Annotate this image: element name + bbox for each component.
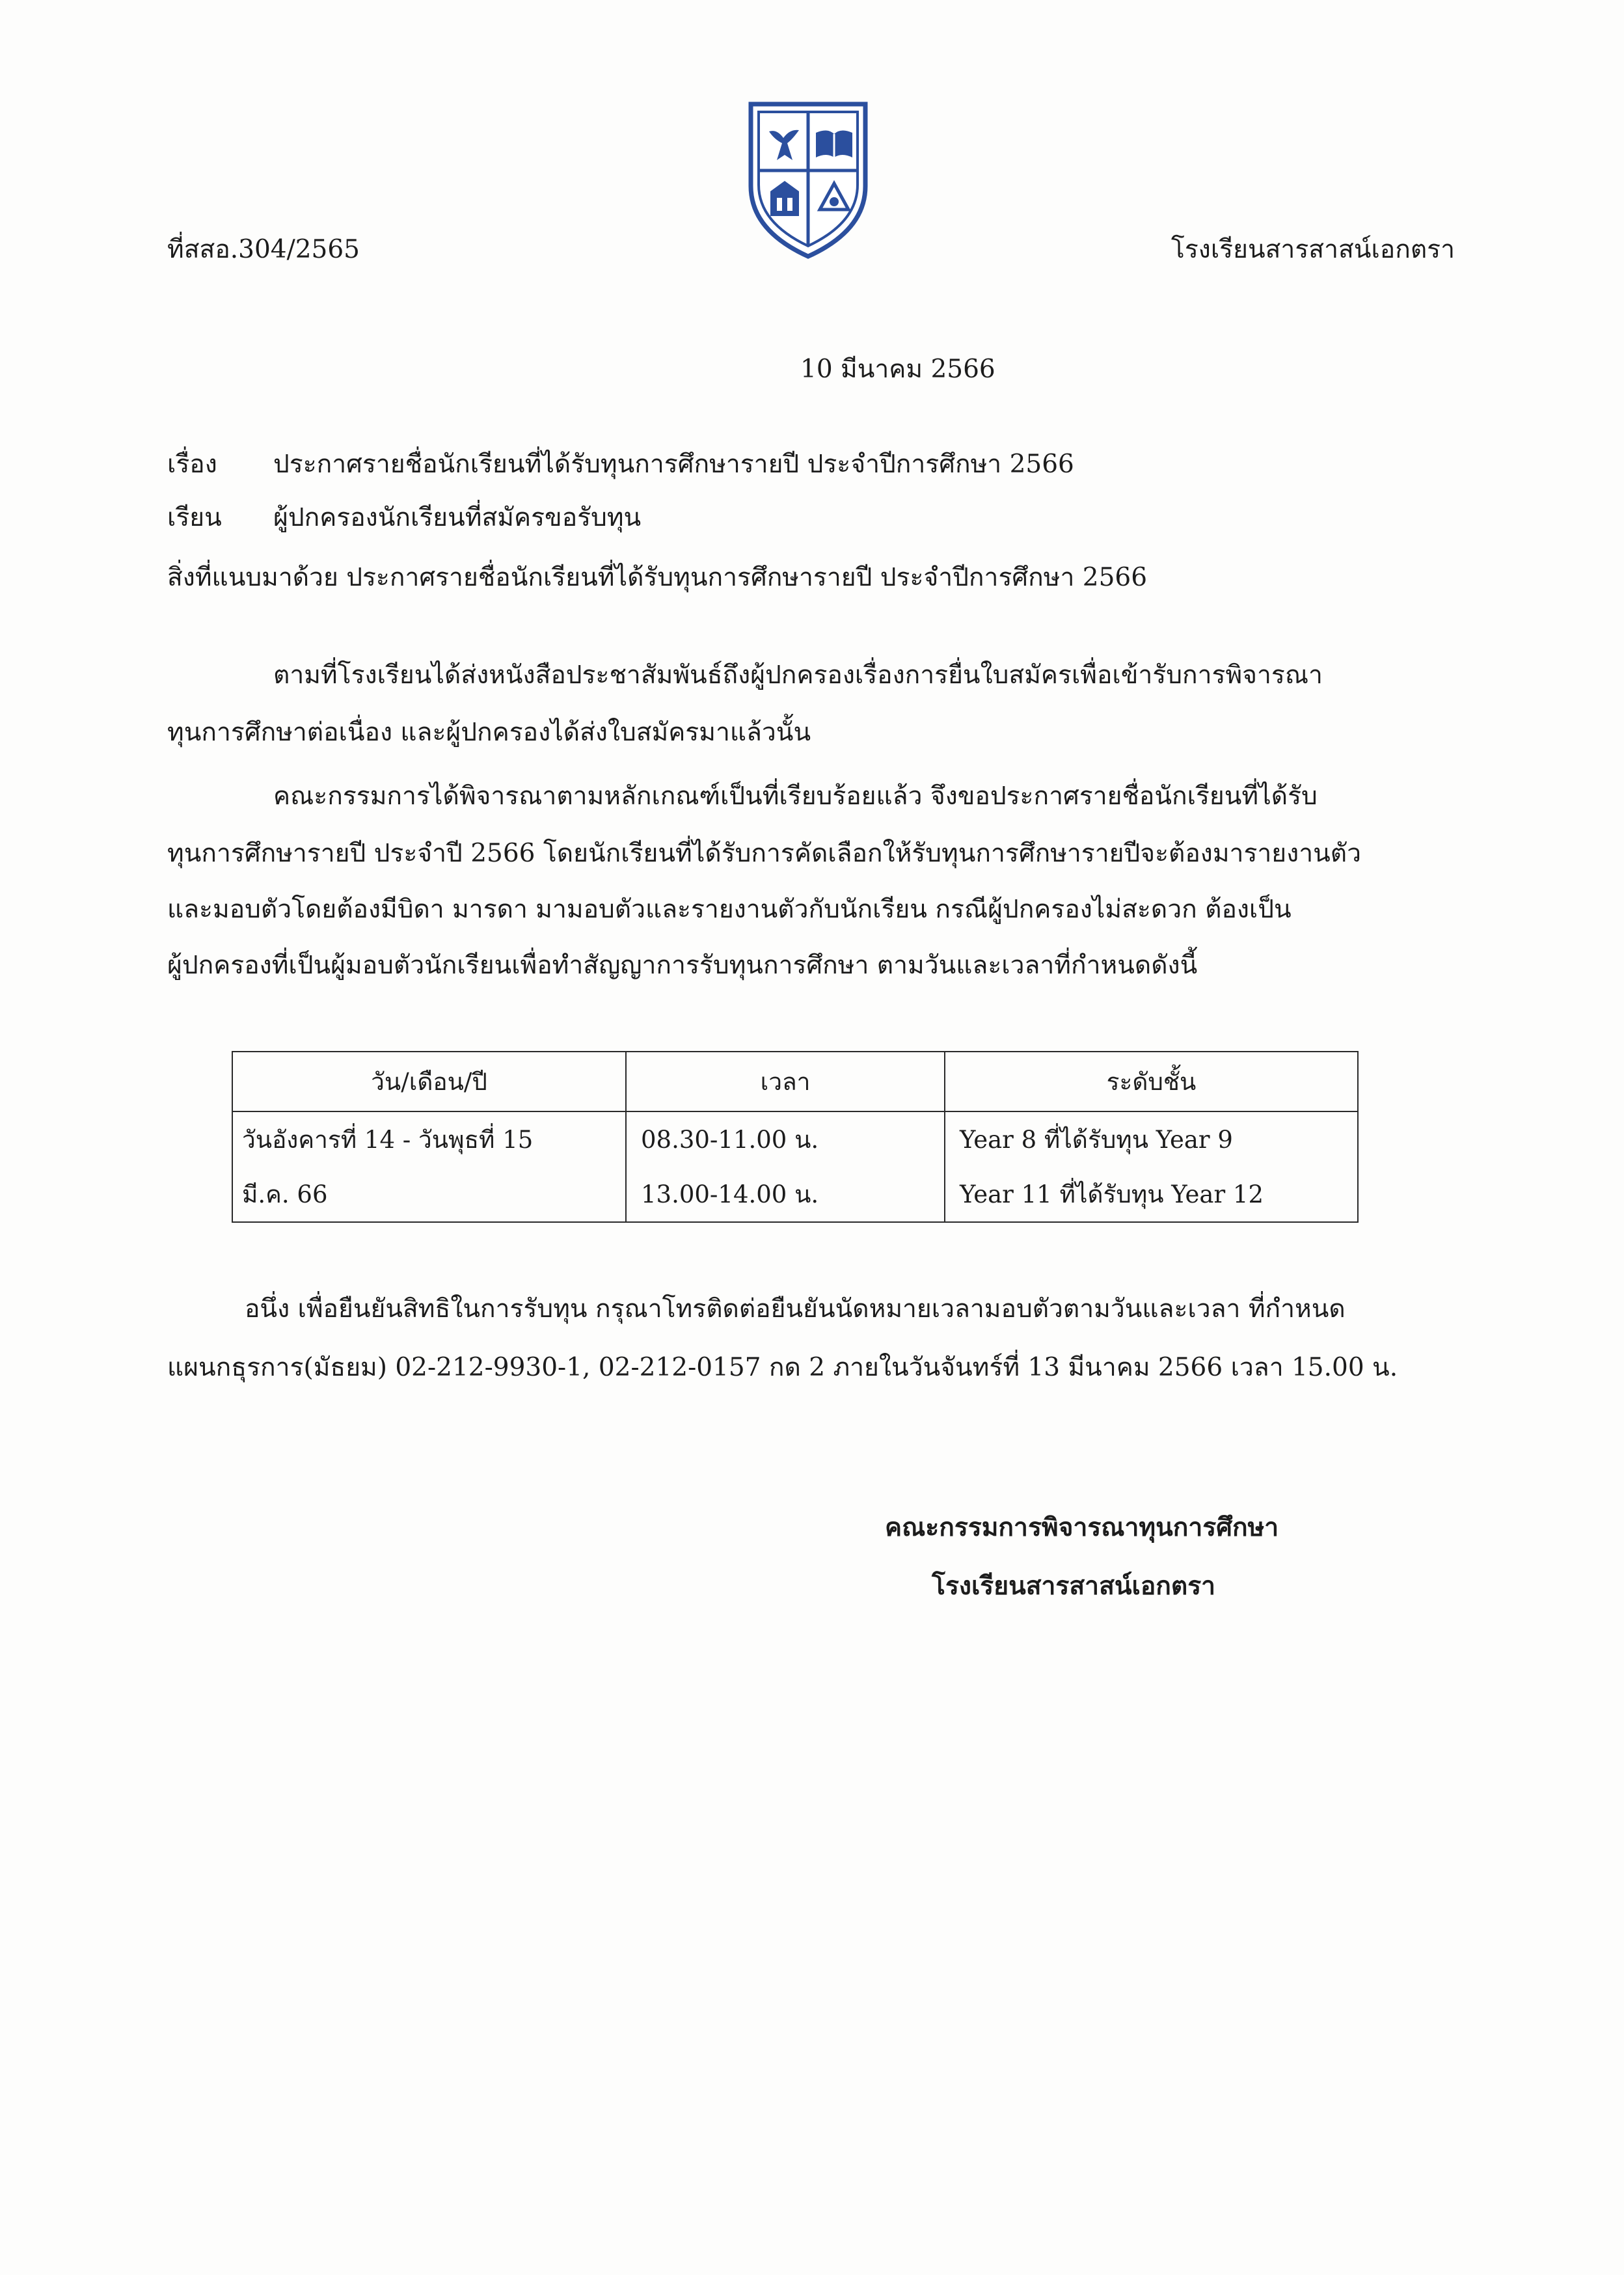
paragraph-1-line: ตามที่โรงเรียนได้ส่งหนังสือประชาสัมพันธ์ถึงผู้ปกครองเรื่องการยื่นใบสมัครเพื่อเข้ารับการพิจารณา [273, 661, 1323, 690]
table-cell: Year 11 ที่ได้รับทุน Year 12 [945, 1167, 1358, 1222]
subject-label: เรื่อง [167, 450, 217, 479]
table-cell: Year 8 ที่ได้รับทุน Year 9 [945, 1111, 1358, 1167]
signature-committee: คณะกรรมการพิจารณาทุนการศึกษา [885, 1512, 1279, 1542]
paragraph-3-line: อนึ่ง เพื่อยืนยันสิทธิในการรับทุน กรุณาโทรติดต่อยืนยันนัดหมายเวลามอบตัวตามวันและเวลา ที่กำหนด [245, 1294, 1346, 1324]
table-row [232, 1167, 1358, 1222]
table-header-row [232, 1052, 1358, 1111]
table-cell: 13.00-14.00 น. [626, 1167, 945, 1222]
reference-number: ที่สสอ.304/2565 [167, 235, 360, 264]
subject-text: ประกาศรายชื่อนักเรียนที่ได้รับทุนการศึกษารายปี ประจำปีการศึกษา 2566 [273, 450, 1074, 479]
paragraph-2-line: และมอบตัวโดยต้องมีบิดา มารดา มามอบตัวและรายงานตัวกับนักเรียน กรณีผู้ปกครองไม่สะดวก ต้องเป็น [167, 895, 1292, 924]
letter-date: 10 มีนาคม 2566 [800, 355, 995, 384]
paragraph-3-line: แผนกธุรการ(มัธยม) 02-212-9930-1, 02-212-0157 กด 2 ภายในวันจันทร์ที่ 13 มีนาคม 2566 เวลา 15.00 น. [167, 1353, 1398, 1382]
table-row [232, 1111, 1358, 1167]
enclosure-text: สิ่งที่แนบมาด้วย ประกาศรายชื่อนักเรียนที่ได้รับทุนการศึกษารายปี ประจำปีการศึกษา 2566 [167, 563, 1148, 592]
table-header-cell-date: วัน/เดือน/ปี [232, 1052, 626, 1111]
recipient-text: ผู้ปกครองนักเรียนที่สมัครขอรับทุน [273, 503, 642, 532]
paragraph-1-line: ทุนการศึกษาต่อเนื่อง และผู้ปกครองได้ส่งใบสมัครมาแล้วนั้น [167, 718, 811, 747]
shield-icon [747, 100, 869, 260]
paragraph-2-line: ผู้ปกครองที่เป็นผู้มอบตัวนักเรียนเพื่อทำสัญญาการรับทุนการศึกษา ตามวันและเวลาที่กำหนดดังนี้ [167, 951, 1198, 980]
paragraph-2-line: ทุนการศึกษารายปี ประจำปี 2566 โดยนักเรียนที่ได้รับการคัดเลือกให้รับทุนการศึกษารายปีจะต้องมารายงานตัว [167, 839, 1361, 868]
signature-school: โรงเรียนสารสาสน์เอกตรา [932, 1571, 1216, 1601]
paragraph-2-line: คณะกรรมการได้พิจารณาตามหลักเกณฑ์เป็นที่เรียบร้อยแล้ว จึงขอประกาศรายชื่อนักเรียนที่ได้รับ [273, 782, 1318, 811]
table-cell: มี.ค. 66 [232, 1167, 626, 1222]
table-cell: วันอังคารที่ 14 - วันพุธที่ 15 [232, 1111, 626, 1167]
recipient-label: เรียน [167, 503, 222, 532]
table-cell: 08.30-11.00 น. [626, 1111, 945, 1167]
table-header-cell-time: เวลา [626, 1052, 945, 1111]
table-header-cell-level: ระดับชั้น [945, 1052, 1358, 1111]
header-school-name: โรงเรียนสารสาสน์เอกตรา [1171, 235, 1455, 264]
school-crest-logo [747, 100, 869, 260]
schedule-table [232, 1051, 1359, 1223]
